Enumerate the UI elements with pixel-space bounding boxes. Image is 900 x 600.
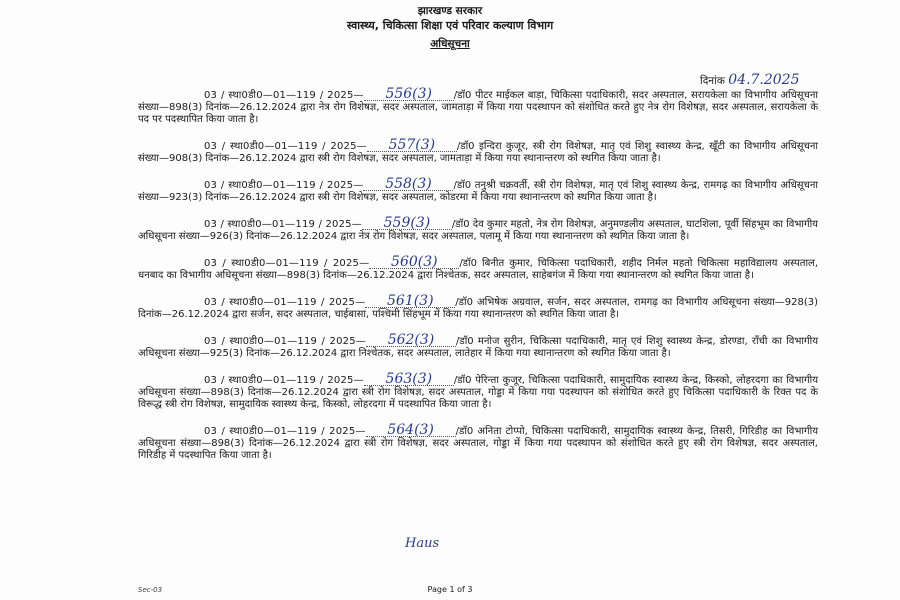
entry-text: /डॉ0 तनुश्री चक्रवर्ती, स्त्री रोग विशेषज्ञ, मातृ एवं शिशु स्वास्थ्य केन्द्र, रामगढ़ का विभागीय अधिसूचना संख्या—923(3) दिनांक—26.12.2024 द्वारा स्त्री रोग विशेषज्ञ, सदर अस्पताल, कोडरमा में किया गया स्थानान्तरण को स्थगित किया जाता है। xyxy=(138,180,818,203)
entry-reference: 03 / स्था0डी0—01—119 / 2025— xyxy=(204,258,370,269)
entry-number-handwritten: 561(3) xyxy=(365,295,455,308)
government-name: झारखण्ड सरकार xyxy=(417,5,483,17)
notification-entry xyxy=(138,178,818,204)
entry-reference: 03 / स्था0डी0—01—119 / 2025— xyxy=(204,375,364,386)
entry-reference: 03 / स्था0डी0—01—119 / 2025— xyxy=(204,180,364,191)
notification-entry xyxy=(138,424,818,462)
entry-text: /डॉ0 बिनीत कुमार, चिकित्सा पदाधिकारी, शहीद निर्मल महतो चिकित्सा महाविद्यालय अस्पताल, धनबाद का विभागीय अधिसूचना संख्या—898(3) दिनांक—26.12.2024 द्वारा निश्चेतक, सदर अस्पताल, साहेबगंज में किया गया स्थानान्तरण को स्थगित किया जाता है। xyxy=(138,258,818,281)
notification-title: अधिसूचना xyxy=(430,38,470,50)
notification-entry xyxy=(138,217,818,243)
entry-reference: 03 / स्था0डी0—01—119 / 2025— xyxy=(204,426,366,437)
notification-entries xyxy=(138,88,818,475)
entry-text: /डॉ0 इन्दिरा कुजूर, स्त्री रोग विशेषज्ञ, मातृ एवं शिशु स्वास्थ्य केन्द्र, खूँटी का विभागीय अधिसूचना संख्या—908(3) दिनांक—26.12.2024 द्वारा स्त्री रोग विशेषज्ञ, सदर अस्पताल, जामताड़ा में किया गया स्थानान्तरण को स्थगित किया जाता है। xyxy=(138,141,818,164)
entry-text: /डॉ0 अभिषेक अग्रवाल, सर्जन, सदर अस्पताल, रामगढ़ का विभागीय अधिसूचना संख्या—928(3) दिनांक—26.12.2024 द्वारा सर्जन, सदर अस्पताल, चाईबासा, पश्चिमी सिंहभूम में किया गया स्थानान्तरण को स्थगित किया जाता है। xyxy=(138,297,818,320)
entry-reference: 03 / स्था0डी0—01—119 / 2025— xyxy=(204,90,364,101)
entry-number-handwritten: 564(3) xyxy=(366,424,456,437)
entry-number-handwritten: 558(3) xyxy=(363,178,453,191)
entry-number-handwritten: 556(3) xyxy=(364,88,454,101)
entry-text: /डॉ0 पीटर माईकल बाड़ा, चिकित्सा पदाधिकारी, सदर अस्पताल, सरायकेला का विभागीय अधिसूचना संख्या—898(3) दिनांक—26.12.2024 द्वारा नेत्र रोग विशेषज्ञ, सदर अस्पताल, जामताड़ा में किया गया पदस्थापन को संशोधित करते हुए नेत्र रोग विशेषज्ञ, सदर अस्पताल, सरायकेला के पद पर पदस्थापित किया जाता है। xyxy=(138,90,818,125)
page-number: Page 1 of 3 xyxy=(427,585,473,594)
entry-reference: 03 / स्था0डी0—01—119 / 2025— xyxy=(204,219,362,230)
date-value-handwritten: 04.7.2025 xyxy=(728,72,800,88)
entry-number-handwritten: 557(3) xyxy=(367,139,457,152)
notification-entry xyxy=(138,373,818,411)
date-label: दिनांक xyxy=(700,75,725,87)
signature: Haus xyxy=(405,536,440,551)
entry-reference: 03 / स्था0डी0—01—119 / 2025— xyxy=(204,336,366,347)
entry-text: /डॉ0 देव कुमार महतो, नेत्र रोग विशेषज्ञ, अनुमण्डलीय अस्पताल, घाटशिला, पूर्वी सिंहभूम का विभागीय अधिसूचना संख्या—926(3) दिनांक—26.12.2024 द्वारा नेत्र रोग विशेषज्ञ, सदर अस्पताल, पलामू में किया गया स्थानान्तरण को स्थगित किया जाता है। xyxy=(138,219,818,242)
entry-number-handwritten: 562(3) xyxy=(366,334,456,347)
date-line xyxy=(700,72,800,88)
notification-entry xyxy=(138,256,818,282)
footer-section-code: Sec-03 xyxy=(138,586,163,594)
entry-number-handwritten: 559(3) xyxy=(362,217,452,230)
department-name: स्वास्थ्य, चिकित्सा शिक्षा एवं परिवार कल्याण विभाग xyxy=(346,19,554,32)
entry-reference: 03 / स्था0डी0—01—119 / 2025— xyxy=(204,141,367,152)
entry-text: /डॉ0 पेरिन्ता कुजूर, चिकित्सा पदाधिकारी, सामुदायिक स्वास्थ्य केन्द्र, किस्को, लोहरदगा का विभागीय अधिसूचना संख्या—898(3) दिनांक—26.12.2024 द्वारा स्त्री रोग विशेषज्ञ, सदर अस्पताल, गोड्डा में किया गया पदस्थापन को संशोधित करते हुए चिकित्सा पदाधिकारी के रिक्त पद के विरूद्ध स्त्री रोग विशेषज्ञ, सामुदायिक स्वास्थ्य केन्द्र, किस्को, लोहरदगा में पदस्थापित किया जाता है। xyxy=(138,375,818,410)
entry-text: /डॉ0 अनिता टोप्पो, चिकित्सा पदाधिकारी, सामुदायिक स्वास्थ्य केन्द्र, तिसरी, गिरिडीह का विभागीय अधिसूचना संख्या—898(3) दिनांक—26.12.2024 द्वारा स्त्री रोग विशेषज्ञ, सदर अस्पताल, गोड्डा में किया गया पदस्थापन को संशोधित करते हुए स्त्री रोग विशेषज्ञ, सदर अस्पताल, गिरिडीह में पदस्थापित किया जाता है। xyxy=(138,426,818,461)
entry-reference: 03 / स्था0डी0—01—119 / 2025— xyxy=(204,297,366,308)
notification-entry xyxy=(138,139,818,165)
notification-entry xyxy=(138,334,818,360)
notification-entry xyxy=(138,295,818,321)
document-header xyxy=(0,4,900,52)
notification-entry xyxy=(138,88,818,126)
entry-number-handwritten: 563(3) xyxy=(364,373,454,386)
entry-text: /डॉ0 मनोज सुरीन, चिकित्सा पदाधिकारी, मातृ एवं शिशु स्वास्थ्य केन्द्र, डोरण्डा, राँची का विभागीय अधिसूचना संख्या—925(3) दिनांक—26.12.2024 द्वारा निश्चेतक, सदर अस्पताल, लातेहार में किया गया स्थानान्तरण को स्थगित किया जाता है। xyxy=(138,336,818,359)
entry-number-handwritten: 560(3) xyxy=(369,256,459,269)
